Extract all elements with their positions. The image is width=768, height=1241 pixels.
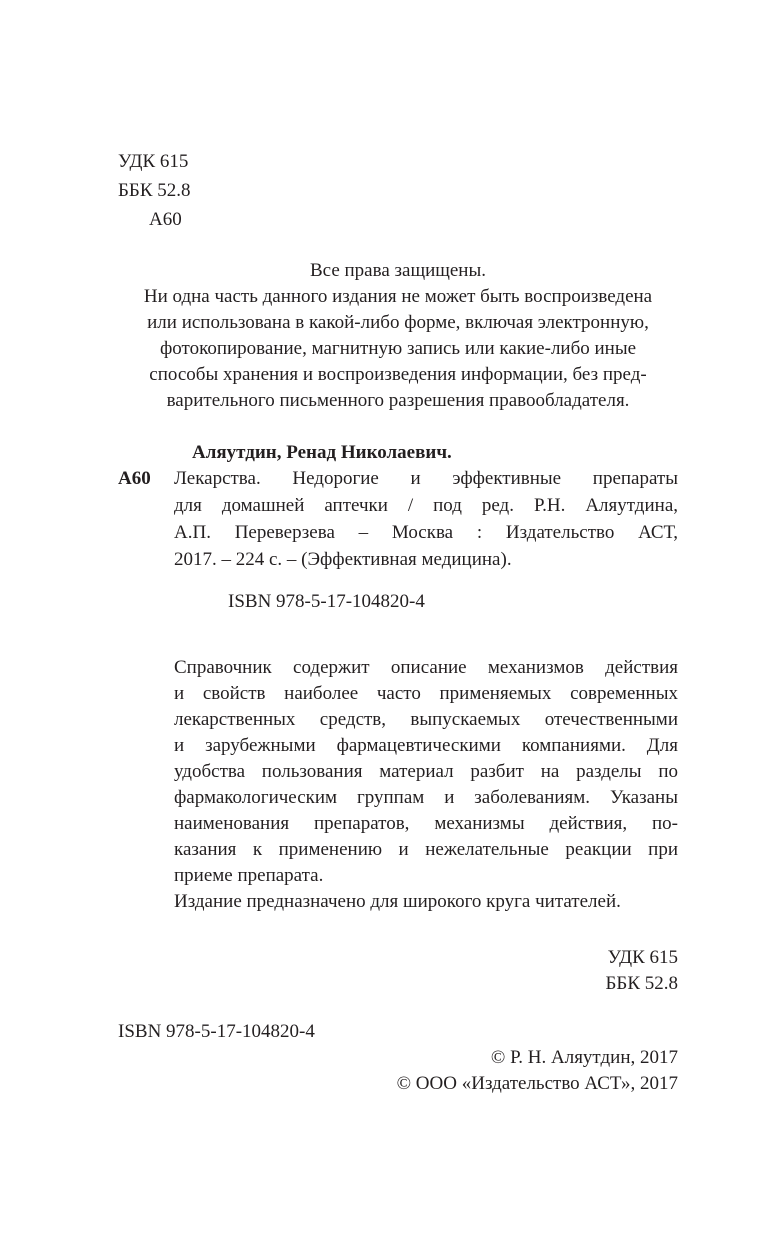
footer-bbk: ББК 52.8 [605, 973, 678, 994]
rights-line: способы хранения и воспроизведения информации, без пред- [149, 364, 647, 385]
author-mark: А60 [149, 209, 182, 230]
annotation-line: Справочник содержит описание механизмов действия [174, 657, 678, 678]
rights-line: или использована в какой-либо форме, включая электронную, [147, 312, 649, 333]
annotation-line: лекарственных средств, выпускаемых отечественными [174, 709, 678, 730]
copyright-publisher: © ООО «Издательство АСТ», 2017 [396, 1073, 678, 1094]
rights-title: Все права защищены. [309, 260, 486, 281]
record-line: 2017. – 224 с. – (Эффективная медицина). [174, 549, 512, 570]
annotation-line: фармакологическим группам и заболеваниям. Указаны [174, 787, 678, 808]
rights-line: Ни одна часть данного издания не может быть воспроизведена [143, 286, 653, 307]
annotation-line: удобства пользования материал разбит на разделы по [174, 761, 678, 782]
record-isbn: ISBN 978-5-17-104820-4 [228, 591, 425, 612]
footer-udk: УДК 615 [607, 947, 678, 968]
footer-isbn: ISBN 978-5-17-104820-4 [118, 1021, 315, 1042]
rights-line: варительного письменного разрешения правообладателя. [166, 390, 630, 411]
copyright-author: © Р. Н. Аляутдин, 2017 [490, 1047, 678, 1068]
record-mark: А60 [118, 468, 151, 489]
annotation-audience: Издание предназначено для широкого круга читателей. [174, 891, 621, 912]
annotation-line: наименования препаратов, механизмы действия, по- [174, 813, 678, 834]
annotation-line: приеме препарата. [174, 865, 324, 886]
record-line: А.П. Переверзева – Москва : Издательство АСТ, [174, 522, 678, 543]
udk-code: УДК 615 [118, 151, 189, 172]
author-name: Аляутдин, Ренад Николаевич. [192, 442, 452, 463]
rights-line: фотокопирование, магнитную запись или какие-либо иные [159, 338, 637, 359]
annotation-line: казания к применению и нежелательные реакции при [174, 839, 678, 860]
bbk-code: ББК 52.8 [118, 180, 191, 201]
annotation-line: и зарубежными фармацевтическими компаниями. Для [174, 735, 678, 756]
record-line: Лекарства. Недорогие и эффективные препараты [174, 468, 678, 489]
annotation-line: и свойств наиболее часто применяемых современных [174, 683, 678, 704]
record-line: для домашней аптечки / под ред. Р.Н. Аляутдина, [174, 495, 678, 516]
